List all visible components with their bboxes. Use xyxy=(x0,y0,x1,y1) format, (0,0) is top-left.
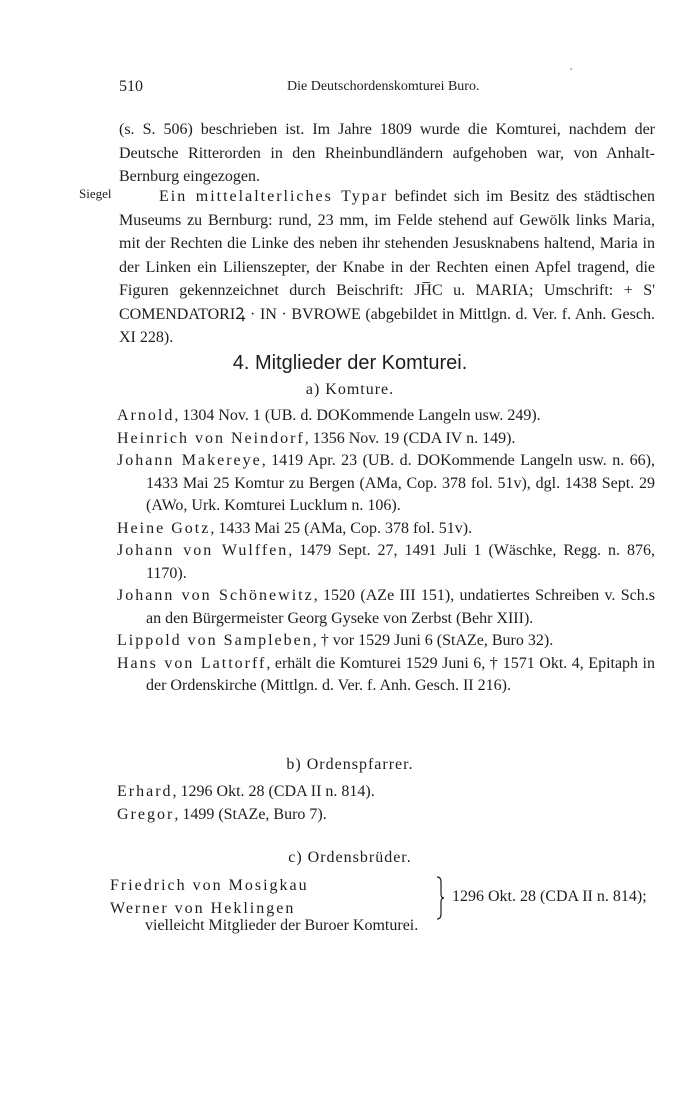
entry-text: , 1479 Sept. 27, 1491 Juli 1 (Wäschke, Regg. n. 876, 1170). xyxy=(146,542,655,582)
subsection-komture: a) Komture. xyxy=(305,381,395,398)
pfarrer-list xyxy=(117,781,655,826)
list-item xyxy=(117,585,655,630)
entry-name: Johann von Wulffen xyxy=(117,542,289,559)
entry-text: , 1356 Nov. 19 (CDA IV n. 149). xyxy=(304,429,516,447)
list-item xyxy=(117,450,655,518)
list-item xyxy=(117,428,655,451)
entry-text: , erhält die Komturei 1529 Juni 6, † 1571 Okt. 4, Epitaph in der Ordenskirche (Mittlgn. d. Ver. f. Anh. Gesch. II 216). xyxy=(146,654,656,694)
list-item xyxy=(117,518,655,541)
entry-name: Lippold von Sampleben xyxy=(117,632,313,649)
entry-name: Hans von Lattorff xyxy=(117,654,267,672)
list-item xyxy=(117,653,655,698)
list-item xyxy=(117,630,655,653)
brueder-tail: vielleicht Mitglieder der Buroer Komturei. xyxy=(145,917,419,934)
entry-name: Gregor xyxy=(117,805,175,823)
list-item xyxy=(117,540,655,585)
brueder-shared-text: 1296 Okt. 28 (CDA II n. 814); xyxy=(452,888,647,905)
page-header xyxy=(119,78,649,102)
brace-icon xyxy=(436,876,444,920)
entry-text: , 1433 Mai 25 (AMa, Cop. 378 fol. 51v). xyxy=(210,519,473,537)
entry-text: , 1419 Apr. 23 (UB. d. DOKommende Langeln usw. n. 66), 1433 Mai 25 Komtur zu Bergen (AMa, Cop. 378 fol. 51v), dgl. 1438 Sept. 29 (AWo, Urk. Komturei Lucklum n. 106). xyxy=(146,452,656,514)
entry-text: , 1304 Nov. 1 (UB. d. DOKommende Langeln usw. 249). xyxy=(174,407,541,424)
entry-name: Erhard xyxy=(117,783,173,800)
brueder-names xyxy=(110,874,309,920)
list-item xyxy=(117,781,655,804)
entry-text: , 1499 (StAZe, Buro 7). xyxy=(174,805,327,823)
page-number: 510 xyxy=(119,78,143,95)
entry-name: Heine Gotz xyxy=(117,519,211,537)
subsection-ordenspfarrer: b) Ordenspfarrer. xyxy=(286,756,414,773)
paragraph-siegel xyxy=(119,185,655,350)
subsection-ordensbrueder: c) Ordensbrüder. xyxy=(288,849,412,866)
spaced-phrase: Ein mittelalterliches Typar xyxy=(159,188,389,205)
list-item xyxy=(117,405,655,428)
entry-name: Arnold xyxy=(117,407,175,424)
entry-text: , † vor 1529 Juni 6 (StAZe, Buro 32). xyxy=(312,632,554,649)
paragraph-intro: (s. S. 506) beschrieben ist. Im Jahre 1809 wurde die Komturei, nachdem der Deutsche Ritterorden in den Rheinbundländern aufgehoben war, von Anhalt-Bernburg eingezogen. xyxy=(119,121,655,185)
komture-list xyxy=(117,405,655,698)
entry-name: Johann von Schönewitz xyxy=(117,587,314,604)
entry-name: Werner von Heklingen xyxy=(110,900,296,917)
section-title: 4. Mitglieder der Komturei. xyxy=(232,352,468,374)
paper-speck xyxy=(570,68,572,70)
entry-text: , 1296 Okt. 28 (CDA II n. 814). xyxy=(172,783,375,800)
paragraph-siegel-text: befindet sich im Besitz des städtischen Museums zu Bernburg: rund, 23 mm, im Felde stehend auf Gewölk links Maria, mit der Rechten die Linke des neben ihr stehenden Jesusknabens haltend, Maria in der Linken ein Lilienszepter, der Knabe in der Rechten einen Apfel tragend, die Figuren gekennzeichnet durch Beischrift: JH̅C u. MARIA; Umschrift: + S' COMENDATORIꝜ · IN · BVROWE (abgebildet in Mittlgn. d. Ver. f. Anh. Gesch. XI 228). xyxy=(119,188,655,346)
entry-text: , 1520 (AZe III 151), undatiertes Schreiben v. Sch.s an den Bürgermeister Georg Gyseke von Zerbst (Behr XIII). xyxy=(146,587,655,627)
list-item xyxy=(117,804,655,827)
entry-name: Johann Makereye xyxy=(117,452,262,469)
entry-name: Friedrich von Mosigkau xyxy=(110,877,309,894)
running-title: Die Deutschordenskomturei Buro. xyxy=(287,79,480,94)
margin-note-siegel: Siegel xyxy=(79,186,112,201)
entry-name: Heinrich von Neindorf xyxy=(117,429,305,447)
